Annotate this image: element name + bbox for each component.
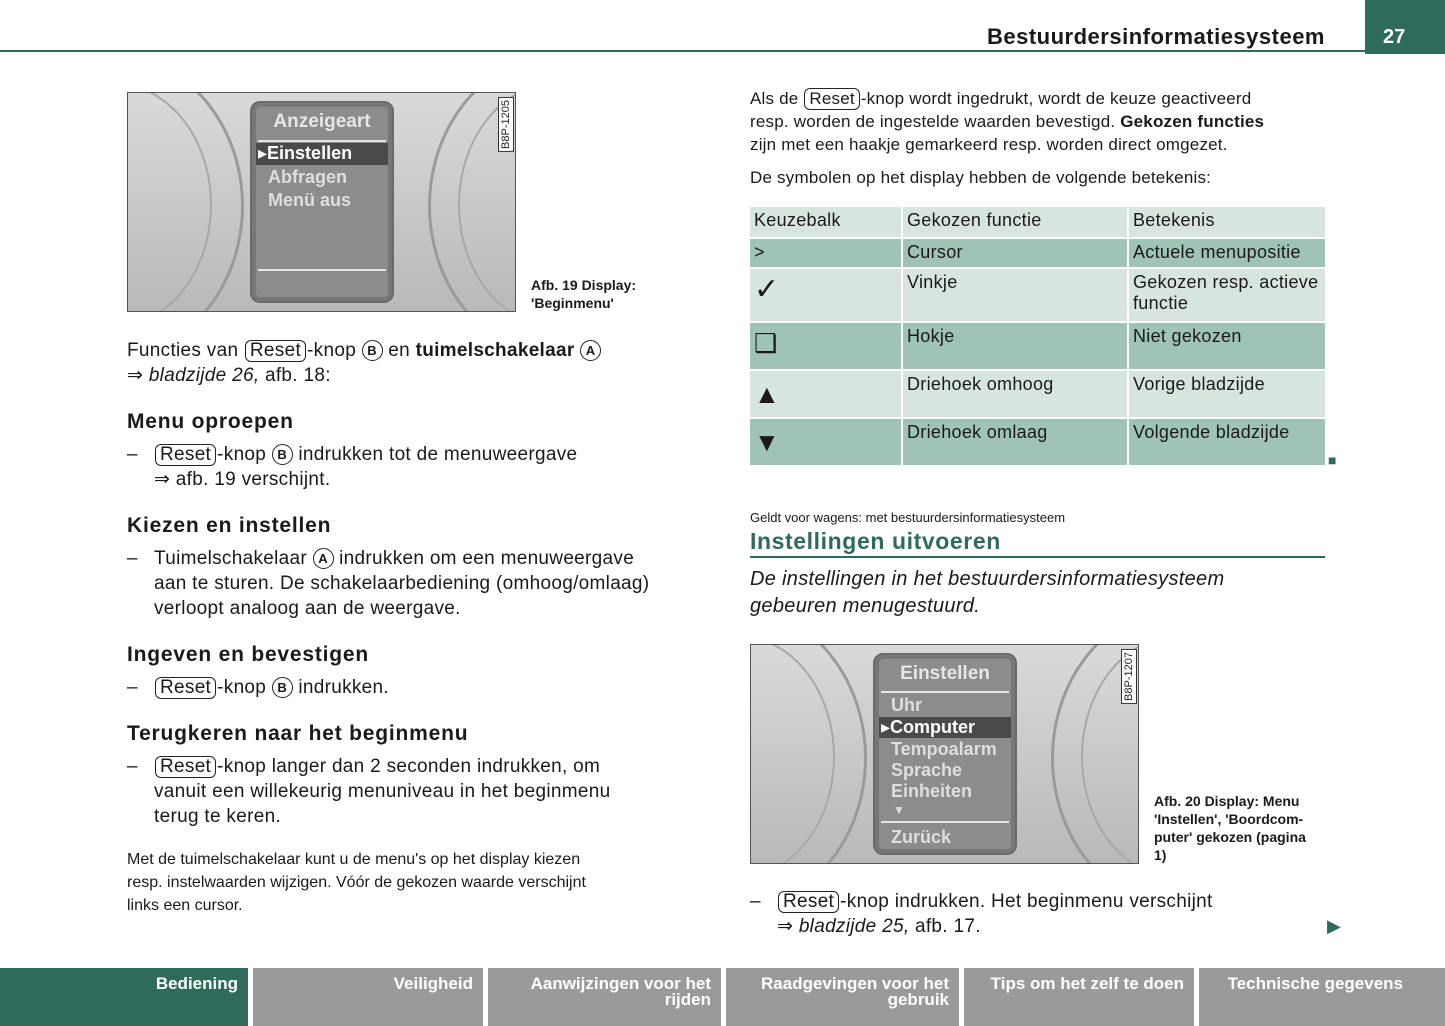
section-rule (750, 556, 1325, 558)
end-of-section-mark: ■ (1328, 452, 1337, 468)
heading-menu-oproepen: Menu oproepen (127, 410, 294, 433)
menu-item: Uhr (891, 695, 922, 715)
menu-item: Abfragen (268, 167, 348, 187)
section-title: Instellingen uitvoeren (750, 528, 1001, 554)
more-down-icon: ▼ (893, 803, 905, 817)
page-reference-link[interactable]: bladzijde 26, (148, 365, 260, 386)
heading-kiezen-instellen: Kiezen en instellen (127, 514, 332, 537)
symbols-table (748, 205, 1327, 467)
step-kiezen-instellen: – Tuimelschakelaar A indrukken om een menuweergave aan te sturen. De schakelaarbediening (omhoog/omlaag) verloopt analoog aan de weergave. (127, 548, 650, 619)
nav-tab-tips[interactable]: Tips om het zelf te doen (964, 968, 1194, 1026)
checkbox-icon: ❑ (750, 323, 901, 369)
nav-tab-aanwijzingen[interactable]: Aanwijzingen voor het rijden (488, 968, 721, 1026)
menu-item-selected: ▸Computer (881, 717, 976, 737)
running-header-title: Bestuurdersinformatiesysteem (986, 24, 1325, 49)
step-terugkeren: – Reset -knop langer dan 2 seconden indrukken, om vanuit een willekeurig menuniveau in het beginmenu terug te keren. (127, 756, 611, 827)
table-row: ▼ Driehoek omlaag Volgende bladzijde (750, 419, 1325, 465)
header-rule (0, 50, 1365, 52)
note-paragraph: Met de tuimelschakelaar kunt u de menu's op het display kiezen resp. instelwaarden wijzigen. Vóór de gekozen waarde verschijnt links een cursor. (127, 851, 586, 914)
table-row: ▲ Driehoek omhoog Vorige bladzijde (750, 371, 1325, 417)
checkmark-icon: ✓ (750, 269, 901, 321)
next-page-arrow-icon[interactable]: ▶ (1327, 916, 1341, 936)
table-row: ❑ Hokje Niet gekozen (750, 323, 1325, 369)
figure-20-caption: Afb. 20 Display: Menu 'Instellen', 'Boordcom- puter' gekozen (pagina 1) (1154, 793, 1306, 863)
lcd-screen (873, 653, 1017, 855)
figure-20-display (750, 644, 1139, 864)
step-menu-oproepen: – Reset -knop B indrukken tot de menuweergave ⇒ afb. 19 verschijnt. (127, 444, 578, 490)
menu-item-selected: ▸Einstellen (258, 143, 353, 163)
menu-title: Anzeigeart (273, 111, 371, 132)
menu-item: Einheiten (891, 781, 973, 801)
intro-paragraph: Functies van Reset -knop B en tuimelschakelaar A ⇒ bladzijde 26, afb. 18: (127, 338, 687, 388)
nav-tab-raadgevingen[interactable]: Raadgevingen voor het gebruik (726, 968, 959, 1026)
page-number: 27 (1365, 0, 1445, 54)
nav-tab-technische-gegevens[interactable]: Technische gegevens (1199, 968, 1445, 1026)
step-reset: – Reset -knop indrukken. Het beginmenu verschijnt ⇒ bladzijde 25, afb. 17. (750, 891, 1213, 937)
figure-19-display (127, 92, 516, 312)
figure-code: B8P-1207 (1121, 649, 1137, 704)
lcd-screen (250, 101, 394, 303)
triangle-down-icon: ▼ (750, 419, 901, 465)
heading-terugkeren: Terugkeren naar het beginmenu (127, 722, 469, 745)
back-item: Zurück (891, 827, 952, 847)
heading-ingeven-bevestigen: Ingeven en bevestigen (127, 643, 370, 666)
menu-item: Tempoalarm (891, 739, 997, 759)
table-header-row: Keuzebalk Gekozen functie Betekenis (750, 207, 1325, 237)
nav-tab-veiligheid[interactable]: Veiligheid (253, 968, 483, 1026)
menu-title: Einstellen (900, 663, 990, 684)
table-row: ✓ Vinkje Gekozen resp. actieve functie (750, 269, 1325, 321)
nav-tab-bediening[interactable]: Bediening (0, 968, 248, 1026)
table-row: > Cursor Actuele menupositie (750, 239, 1325, 267)
figure-19-caption: Afb. 19 Display: 'Beginmenu' (531, 277, 637, 311)
triangle-up-icon: ▲ (750, 371, 901, 417)
menu-item: Sprache (891, 760, 963, 780)
reset-key: Reset (245, 340, 306, 362)
step-ingeven-bevestigen: – Reset -knop B indrukken. (127, 677, 389, 698)
figure-code: B8P-1205 (498, 97, 514, 152)
right-intro: Als de Reset -knop wordt ingedrukt, wordt de keuze geactiveerd resp. worden de ingestelde waarden bevestigd. Gekozen functies zijn met een haakje gemarkeerd resp. worden direct omgezet. De symbolen op het display hebben de volgende betekenis: (750, 89, 1265, 187)
applies-to-note: Geldt voor wagens: met bestuurdersinformatiesysteem (750, 510, 1066, 525)
section-lead: De instellingen in het bestuurdersinformatiesysteem gebeuren menugestuurd. (750, 568, 1225, 617)
menu-item: Menü aus (268, 190, 352, 210)
page-reference-link[interactable]: bladzijde 25, (798, 916, 910, 937)
